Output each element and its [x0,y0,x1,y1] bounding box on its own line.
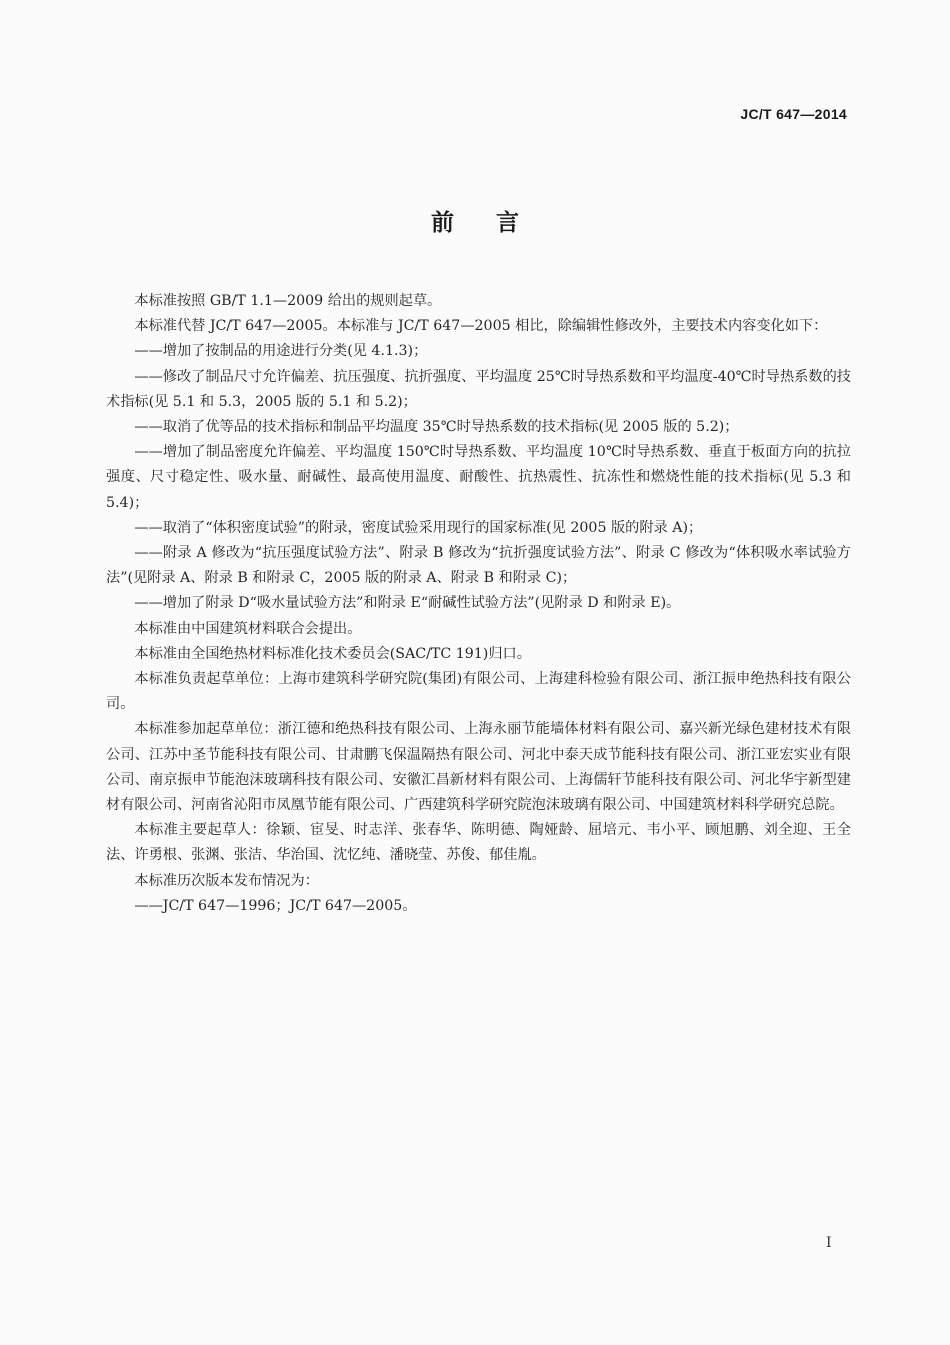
paragraph-proposed-by: 本标准由中国建筑材料联合会提出。 [134,620,362,637]
change-item-removed-annex: ——取消了“体积密度试验”的附录，密度试验采用现行的国家标准(见 2005 版的附录 A)； [134,519,703,536]
page-number: I [826,1235,832,1251]
foreword-body [106,289,851,919]
version-history-item: ——JC/T 647—1996；JC/T 647—2005。 [134,897,417,914]
paragraph-replacement: 本标准代替 JC/T 647—2005。本标准与 JC/T 647—2005 相比，除编辑性修改外，主要技术内容变化如下： [134,318,828,335]
change-item-annex-added: ——增加了附录 D“吸水量试验方法”和附录 E“耐碱性试验方法”(见附录 D 和附录 E)。 [134,595,681,612]
change-item-modified-indicators: ——修改了制品尺寸允许偏差、抗压强度、抗折强度、平均温度 25℃时导热系数和平均温度-40℃时导热系数的技术指标(见 5.1 和 5.3，2005 版的 5.1 和 5.2)； [106,368,851,410]
change-item-annex-modified: ——附录 A 修改为“抗压强度试验方法”、附录 B 修改为“抗折强度试验方法”、附录 C 修改为“体积吸水率试验方法”(见附录 A、附录 B 和附录 C，2005 版的附录 A、附录 B 和附录 C)； [106,545,851,587]
change-item-classification: ——增加了按制品的用途进行分类(见 4.1.3)； [134,343,428,360]
paragraph-drafting-rules: 本标准按照 GB/T 1.1—2009 给出的规则起草。 [134,293,442,309]
standard-number: JC/T 647—2014 [740,106,847,122]
change-item-removed-grade: ——取消了优等品的技术指标和制品平均温度 35℃时导热系数的技术指标(见 2005 版的 5.2)； [134,419,739,436]
paragraph-participating-drafters: 本标准参加起草单位：浙江德和绝热科技有限公司、上海永丽节能墙体材料有限公司、嘉兴新光绿色建材技术有限公司、江苏中圣节能科技有限公司、甘肃鹏飞保温隔热有限公司、河北中泰天成节能科技有限公司、浙江亚宏实业有限公司、南京振申节能泡沫玻璃科技有限公司、安徽汇昌新材料有限公司、上海儒轩节能科技有限公司、河北华宇新型建材有限公司、河南省沁阳市凤凰节能有限公司、广西建筑科学研究院泡沫玻璃有限公司、中国建筑材料科学研究总院。 [106,721,851,814]
paragraph-version-history: 本标准历次版本发布情况为： [134,872,319,889]
paragraph-responsible-drafters: 本标准负责起草单位：上海市建筑科学研究院(集团)有限公司、上海建科检验有限公司、浙江振申绝热科技有限公司。 [106,671,851,713]
paragraph-under-jurisdiction: 本标准由全国绝热材料标准化技术委员会(SAC/TC 191)归口。 [134,645,531,662]
page-title: 前言 [431,210,561,236]
change-item-added-indicators: ——增加了制品密度允许偏差、平均温度 150℃时导热系数、平均温度 10℃时导热系数、垂直于板面方向的抗拉强度、尺寸稳定性、吸水量、耐碱性、最高使用温度、耐酸性、抗热震性、抗冻性和燃烧性能的技术指标(见 5.3 和 5.4)； [106,444,851,511]
paragraph-main-drafters: 本标准主要起草人：徐颖、宦旻、时志洋、张春华、陈明德、陶娅龄、屈培元、韦小平、顾旭鹏、刘全迎、王全法、许勇根、张渊、张洁、华治国、沈忆纯、潘晓莹、苏俊、郁佳胤。 [106,822,851,864]
